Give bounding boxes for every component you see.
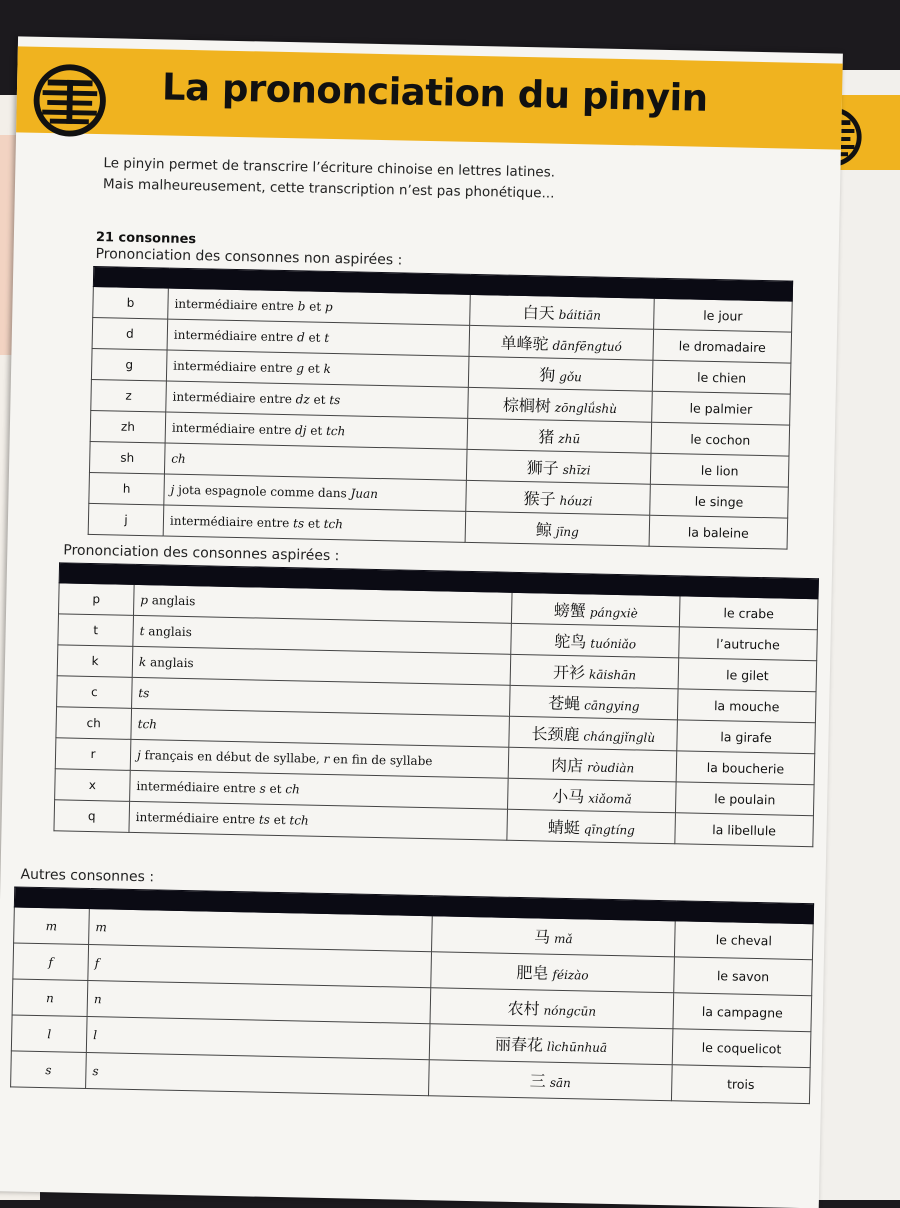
shou-symbol-icon — [30, 61, 110, 141]
pronunciation-cell: m — [89, 909, 433, 952]
non-aspirated-table — [88, 266, 793, 550]
pronunciation-part: j — [136, 748, 141, 763]
pronunciation-part: ts — [329, 392, 341, 408]
consonant-cell: l — [11, 1015, 87, 1053]
pronunciation-part: et — [303, 361, 324, 376]
pronunciation-part: r — [323, 751, 330, 767]
consonant-cell: c — [57, 676, 133, 709]
example-cell — [508, 778, 676, 813]
translation-cell: le lion — [650, 453, 789, 487]
hanzi-text: 狮子 — [526, 457, 559, 478]
example-cell — [465, 511, 650, 546]
pinyin-text: tuóniǎo — [590, 635, 637, 651]
example-cell — [432, 916, 676, 957]
consonant-cell: b — [93, 286, 169, 319]
hanzi-text: 开衫 — [552, 662, 586, 682]
translation-cell: la mouche — [677, 689, 816, 723]
pinyin-text: cāngying — [584, 697, 640, 714]
hanzi-text: 苍蝇 — [548, 693, 581, 713]
pronunciation-part: et — [306, 423, 327, 438]
consonant-cell: s — [11, 1051, 87, 1089]
pronunciation-part: tch — [137, 717, 158, 732]
example-cell — [467, 418, 652, 453]
hanzi-text: 小马 — [552, 786, 585, 806]
consonant-cell: sh — [89, 441, 165, 474]
other-consonants-table — [10, 886, 814, 1104]
pinyin-text: báitiān — [558, 307, 602, 323]
pronunciation-part: intermédiaire entre — [173, 327, 298, 345]
pronunciation-cell: s — [86, 1053, 430, 1096]
hanzi-text: 狗 — [539, 364, 556, 385]
pronunciation-part: français en début de syllabe, — [140, 748, 324, 766]
translation-cell: trois — [671, 1065, 810, 1104]
consonant-cell: h — [89, 472, 165, 505]
pronunciation-cell — [163, 505, 466, 542]
consonant-cell: d — [92, 317, 168, 350]
hanzi-text: 棕榈树 — [502, 395, 552, 416]
pronunciation-part: et — [265, 781, 286, 797]
hanzi-text: 马 — [533, 927, 551, 947]
hanzi-text: 蜻蜓 — [547, 817, 581, 837]
translation-cell: la boucherie — [676, 751, 815, 785]
pronunciation-cell: n — [87, 981, 431, 1024]
consonant-cell: ch — [56, 707, 132, 740]
pronunciation-part: d — [296, 330, 305, 345]
translation-cell: le jour — [654, 298, 793, 332]
consonant-cell: g — [91, 348, 167, 381]
pronunciation-part: ts — [258, 812, 271, 827]
intro-line-1: Le pinyin permet de transcrire l’écriture chinoise en lettres latines. — [103, 155, 556, 181]
example-cell — [468, 356, 653, 391]
non-aspirated-heading: Prononciation des consonnes non aspirées : — [95, 246, 403, 269]
consonant-cell: k — [57, 645, 133, 678]
pinyin-text: nóngcūn — [543, 1003, 597, 1019]
pronunciation-part: intermédiaire entre — [135, 809, 260, 827]
example-cell — [466, 480, 651, 515]
pronunciation-part: anglais — [144, 624, 193, 640]
pronunciation-part: tch — [289, 813, 309, 828]
pinyin-text: shīzi — [562, 462, 591, 477]
pronunciation-part: intermédiaire entre — [172, 389, 296, 407]
pronunciation-part: t — [139, 624, 145, 639]
pronunciation-part: intermédiaire entre — [169, 513, 294, 531]
hanzi-text: 肥皂 — [516, 963, 549, 983]
consonant-count-heading: 21 consonnes — [95, 230, 197, 248]
pinyin-text: gǒu — [559, 369, 583, 384]
translation-cell: le chien — [652, 360, 791, 394]
example-cell — [510, 685, 678, 720]
consonant-cell: x — [55, 769, 131, 802]
pronunciation-part: anglais — [146, 655, 194, 671]
aspirated-table — [53, 562, 818, 847]
consonant-cell: j — [88, 503, 164, 536]
hanzi-text: 肉店 — [550, 755, 584, 775]
pronunciation-part: intermédiaire entre — [173, 358, 297, 376]
translation-cell: le cheval — [674, 921, 813, 960]
pronunciation-cell — [129, 801, 508, 840]
hanzi-text: 螃蟹 — [553, 600, 587, 620]
pronunciation-part: anglais — [147, 593, 196, 609]
pronunciation-part: intermédiaire entre — [136, 779, 260, 796]
pinyin-text: jīng — [555, 524, 579, 539]
translation-cell: le cochon — [651, 422, 790, 456]
pinyin-text: kāishān — [588, 666, 637, 682]
example-cell — [466, 449, 651, 484]
translation-cell: le coquelicot — [672, 1029, 811, 1068]
pronunciation-part: tch — [323, 516, 344, 532]
translation-cell: la libellule — [675, 813, 814, 847]
translation-cell: le savon — [674, 957, 813, 996]
example-cell — [507, 809, 675, 844]
pinyin-text: xiǎomǎ — [588, 790, 632, 806]
pronunciation-part: et — [304, 330, 325, 345]
pronunciation-part: ts — [292, 516, 305, 531]
pronunciation-part: b — [297, 299, 306, 314]
pronunciation-part: tch — [325, 423, 346, 439]
consonant-cell: n — [12, 979, 88, 1017]
consonant-cell: m — [14, 907, 90, 945]
pronunciation-cell: f — [88, 945, 432, 988]
pronunciation-part: k — [323, 361, 332, 376]
pronunciation-part: p — [140, 593, 149, 608]
pronunciation-part: en fin de syllabe — [329, 752, 433, 769]
translation-cell: le crabe — [679, 596, 818, 630]
hanzi-text: 鲸 — [535, 519, 553, 540]
pronunciation-part: dj — [294, 423, 307, 438]
pinyin-text: ròudiàn — [586, 759, 635, 775]
pinyin-text: qīngtíng — [583, 821, 635, 837]
translation-cell: la girafe — [677, 720, 816, 754]
pronunciation-part: s — [259, 781, 266, 796]
pronunciation-part: ch — [171, 451, 186, 466]
translation-cell: le poulain — [675, 782, 814, 816]
hanzi-text: 白天 — [522, 302, 555, 323]
pinyin-text: zōnglǘshù — [554, 400, 618, 416]
pronunciation-part: et — [269, 812, 290, 828]
example-cell — [431, 952, 675, 993]
translation-cell: la baleine — [649, 515, 788, 549]
pronunciation-part: intermédiaire entre — [171, 420, 296, 438]
other-consonants-heading: Autres consonnes : — [20, 866, 155, 886]
pinyin-text: zhū — [558, 431, 581, 446]
hanzi-text: 丽春花 — [494, 1034, 544, 1055]
intro-line-2: Mais malheureusement, cette transcription n’est pas phonétique... — [102, 176, 555, 202]
pronunciation-part: et — [305, 299, 326, 314]
example-cell — [509, 716, 677, 751]
aspirated-heading: Prononciation des consonnes aspirées : — [63, 542, 340, 565]
consonant-cell: f — [13, 943, 89, 981]
hanzi-text: 猪 — [538, 426, 555, 447]
pronunciation-part: Juan — [350, 486, 379, 501]
translation-cell: le dromadaire — [653, 329, 792, 363]
consonant-cell: q — [54, 800, 130, 833]
pronunciation-part: et — [309, 392, 330, 407]
translation-cell: le singe — [650, 484, 789, 518]
page-title: La prononciation du pinyin — [161, 65, 709, 120]
example-cell — [469, 325, 654, 360]
translation-cell: l’autruche — [679, 627, 818, 661]
hanzi-text: 农村 — [507, 998, 540, 1019]
header-band — [16, 46, 843, 149]
pinyin-text: mǎ — [553, 931, 573, 947]
pinyin-text: sān — [549, 1075, 571, 1091]
pinyin-text: pángxiè — [589, 604, 638, 620]
pronunciation-part: ts — [138, 686, 150, 701]
pronunciation-part: t — [324, 330, 330, 345]
pronunciation-part: et — [303, 516, 324, 531]
consonant-cell: z — [91, 379, 167, 412]
consonant-cell: p — [59, 583, 135, 616]
pinyin-text: lìchūnhuā — [546, 1039, 608, 1055]
translation-cell: la campagne — [673, 993, 812, 1032]
example-cell — [512, 592, 680, 627]
intro-text — [103, 153, 555, 204]
example-cell — [509, 747, 677, 782]
example-cell — [470, 294, 655, 329]
translation-cell: le gilet — [678, 658, 817, 692]
pinyin-text: chángjǐnglù — [583, 728, 656, 745]
pronunciation-part: intermédiaire entre — [174, 296, 298, 314]
hanzi-text: 三 — [529, 1071, 547, 1091]
pronunciation-part: p — [324, 299, 333, 315]
pinyin-text: féizào — [552, 967, 589, 983]
book-page — [0, 36, 843, 1208]
hanzi-text: 鸵鸟 — [554, 631, 587, 651]
example-cell — [428, 1060, 672, 1101]
hanzi-text: 长颈鹿 — [531, 723, 580, 744]
pronunciation-part: dz — [295, 392, 310, 407]
pinyin-text: dānfēngtuó — [552, 338, 622, 354]
pronunciation-part: j — [170, 482, 175, 497]
hanzi-text: 单峰驼 — [500, 333, 549, 354]
consonant-cell: r — [55, 738, 131, 771]
consonant-cell: zh — [90, 410, 166, 443]
hanzi-text: 猴子 — [523, 488, 556, 509]
translation-cell: le palmier — [652, 391, 791, 425]
example-cell — [429, 1024, 673, 1065]
pronunciation-cell: l — [86, 1017, 430, 1060]
example-cell — [511, 654, 679, 689]
pronunciation-part: jota espagnole comme dans — [174, 482, 351, 501]
pronunciation-part: ch — [285, 782, 300, 797]
example-cell — [511, 623, 679, 658]
pronunciation-part: k — [138, 655, 147, 670]
example-cell — [468, 387, 653, 422]
pronunciation-part: g — [296, 361, 305, 376]
consonant-cell: t — [58, 614, 134, 647]
example-cell — [430, 988, 674, 1029]
pinyin-text: hóuzi — [559, 493, 593, 508]
